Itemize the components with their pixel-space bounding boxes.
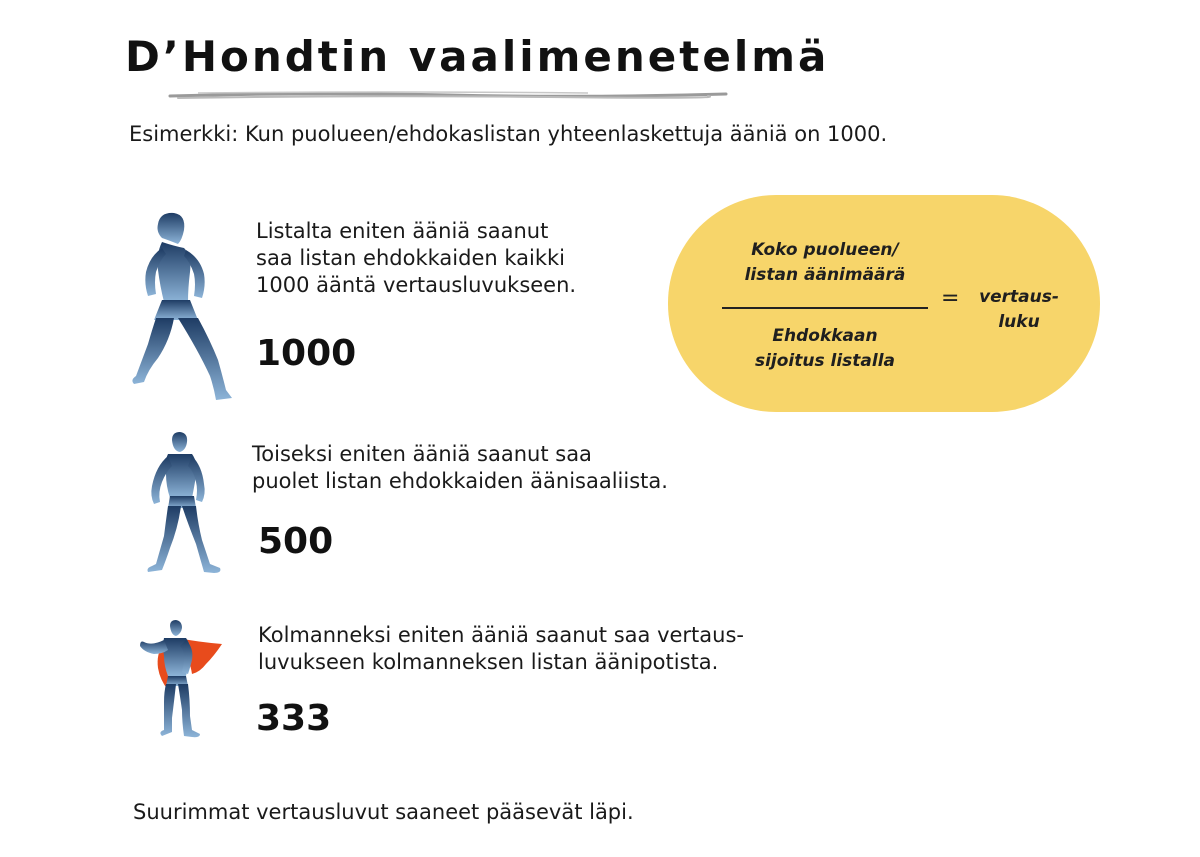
woman-figure-icon — [118, 210, 240, 405]
step-3-value: 333 — [256, 698, 332, 739]
step-1-line: 1000 ääntä vertausluvukseen. — [256, 273, 577, 297]
step-3-line: Kolmanneksi eniten ääniä saanut saa vertaus- — [258, 623, 744, 647]
step-1-value: 1000 — [256, 333, 357, 374]
step-1-line: Listalta eniten ääniä saanut — [256, 219, 549, 243]
hero-figure-icon — [138, 432, 224, 574]
page-title: D’Hondtin vaalimenetelmä — [125, 32, 830, 81]
denominator-line: Ehdokkaan — [772, 326, 878, 346]
step-3-line: luvukseen kolmanneksen listan äänipotista. — [258, 650, 719, 674]
denominator-line: sijoitus listalla — [754, 351, 896, 371]
brush-underline — [168, 88, 728, 102]
step-3-description — [258, 622, 744, 676]
step-2-value: 500 — [258, 521, 334, 562]
equals-sign: = — [941, 286, 960, 311]
numerator-line: Koko puolueen/ — [751, 240, 899, 260]
fraction-line — [722, 307, 928, 309]
result-line: vertaus- — [979, 287, 1059, 307]
intro-text: Esimerkki: Kun puolueen/ehdokaslistan yhteenlaskettuja ääniä on 1000. — [129, 122, 888, 146]
result-line: luku — [998, 312, 1040, 332]
formula-result — [970, 285, 1068, 335]
step-1-description — [256, 218, 576, 299]
numerator-line: listan äänimäärä — [744, 265, 906, 285]
step-2-line: puolet listan ehdokkaiden äänisaaliista. — [252, 469, 668, 493]
step-2-description — [252, 441, 668, 495]
caped-hero-icon — [134, 620, 226, 738]
step-1-line: saa listan ehdokkaiden kaikki — [256, 246, 566, 270]
step-2-line: Toiseksi eniten ääniä saanut saa — [252, 442, 592, 466]
formula-denominator — [722, 324, 928, 374]
footer-text: Suurimmat vertausluvut saaneet pääsevät läpi. — [133, 800, 634, 824]
formula-numerator — [722, 238, 928, 288]
